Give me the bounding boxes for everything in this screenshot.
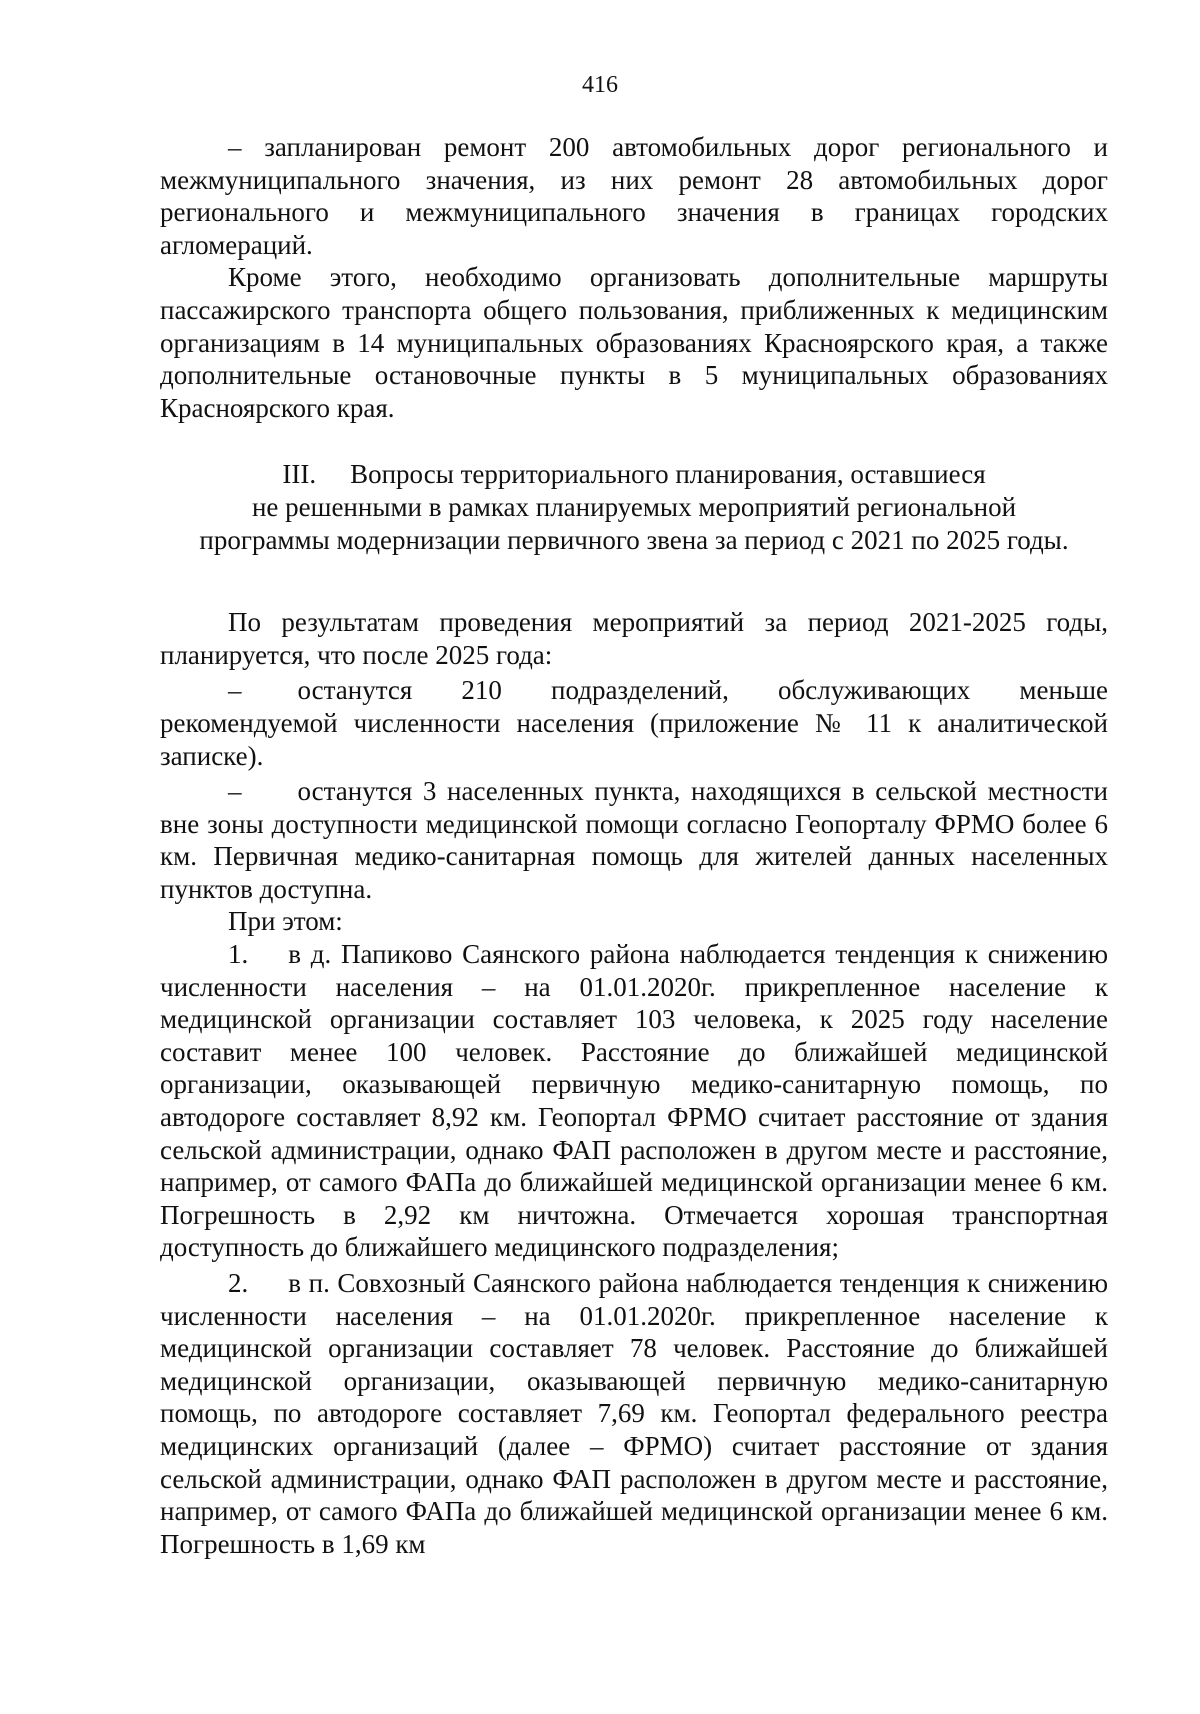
dash-marker: – — [228, 776, 242, 807]
section-heading-line-3: программы модернизации первичного звена за период с 2021 по 2025 годы. — [199, 524, 1069, 555]
section-heading-line-1: Вопросы территориального планирования, оставшиеся — [350, 459, 986, 490]
list-item-settlements — [160, 775, 1108, 905]
numbered-item-1-number: 1. — [228, 939, 249, 970]
numbered-item-1-text: в д. Папиково Саянского района наблюдается тенденция к снижению численности населения – на 01.01.2020г. прикрепленное население к медицинской организации составляет 103 человека, к 2025 году население составит менее 100 человек. Расстояние до ближайшей медицинской организации, оказывающей первичную медико-санитарную помощь, по автодороге составляет 8,92 км. Геопортал ФРМО считает расстояние от здания сельской администрации, однако ФАП расположен в другом месте и расстояние, например, от самого ФАПа до ближайшей медицинской организации менее 6 км. Погрешность в 2,92 км ничтожна. Отмечается хорошая транспортная доступность до ближайшего медицинского подразделения; — [160, 939, 1108, 1263]
section-heading-line-2: не решенными в рамках планируемых мероприятий региональной — [251, 491, 1017, 522]
numbered-item-1 — [160, 938, 1108, 1264]
list-item-settlements-text: останутся 3 населенных пункта, находящихся в сельской местности вне зоны доступности медицинской помощи согласно Геопорталу ФРМО более 6 км. Первичная медико-санитарная помощь для жителей данных населенных пунктов доступна. — [160, 776, 1108, 904]
dash-marker: – — [228, 675, 242, 706]
list-item-subdivisions — [160, 674, 1108, 772]
paragraph-road-repair: – запланирован ремонт 200 автомобильных дорог регионального и межмуниципального значения, из них ремонт 28 автомобильных дорог регионального и межмуниципального значения в границах городских агломераций. — [160, 132, 1108, 260]
paragraph-results-intro: По результатам проведения мероприятий за период 2021-2025 годы, планируется, что после 2025 года: — [160, 607, 1108, 670]
section-heading — [160, 458, 1108, 556]
body-text — [160, 131, 1108, 1560]
numbered-item-2 — [160, 1267, 1108, 1560]
page-number: 416 — [582, 72, 618, 98]
paragraph-notes-intro: При этом: — [228, 906, 343, 937]
section-numeral: III. — [282, 459, 317, 490]
numbered-item-2-text: в п. Совхозный Саянского района наблюдается тенденция к снижению численности населения – на 01.01.2020г. прикрепленное население к медицинской организации составляет 78 человек. Расстояние до ближайшей медицинской организации, оказывающей первичную медико-санитарную помощь, по автодороге составляет 7,69 км. Геопортал федерального реестра медицинских организаций (далее – ФРМО) считает расстояние от здания сельской администрации, однако ФАП расположен в другом месте и расстояние, например, от самого ФАПа до ближайшей медицинской организации менее 6 км. Погрешность в 1,69 км — [160, 1268, 1108, 1559]
list-item-subdivisions-text: останутся 210 подразделений, обслуживающих меньше рекомендуемой численности населения (приложение № 11 к аналитической записке). — [160, 675, 1108, 771]
numbered-item-2-number: 2. — [228, 1268, 249, 1298]
paragraph-transport-routes: Кроме этого, необходимо организовать дополнительные маршруты пассажирского транспорта общего пользования, приближенных к медицинским организациям в 14 муниципальных образованиях Красноярского края, а также дополнительные остановочные пункты в 5 муниципальных образованиях Красноярского края. — [160, 262, 1108, 423]
